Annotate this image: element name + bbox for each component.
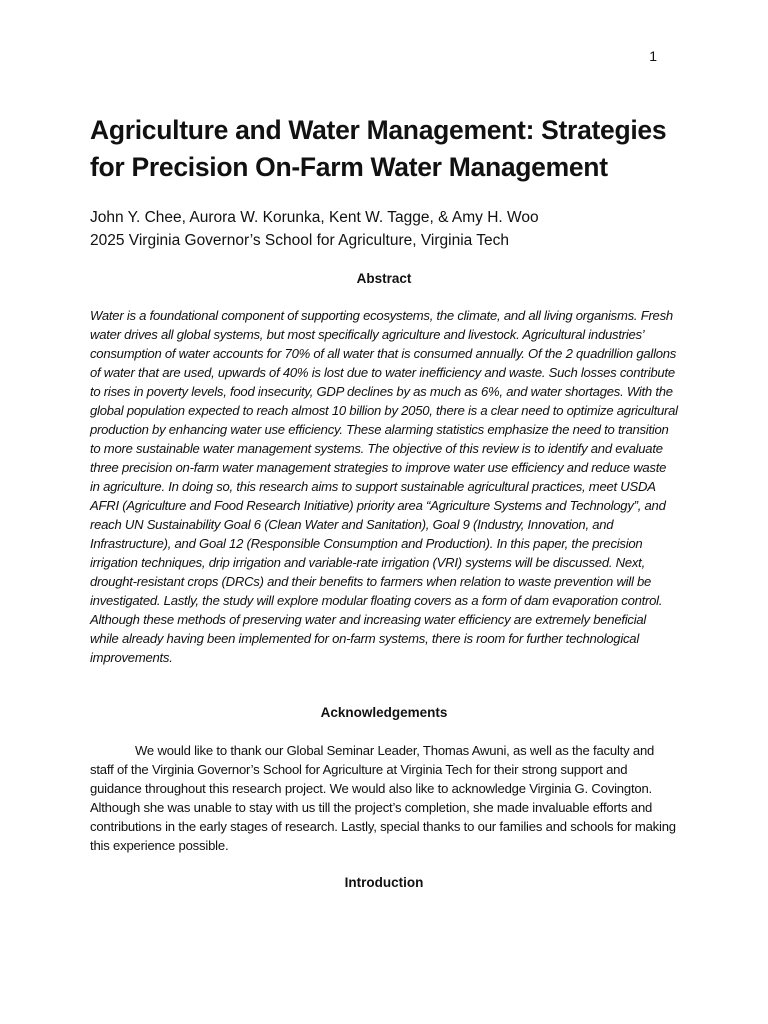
affiliation: 2025 Virginia Governor’s School for Agriculture, Virginia Tech <box>90 232 510 249</box>
abstract-text: Water is a foundational component of supporting ecosystems, the climate, and all living organisms. Fresh water drives all global systems, but most specifically agriculture and livestock. Agricultural industries’ consumption of water accounts for 70% of all water that is consumed annually. Of the 2 quadrillion gallons of water that are used, upwards of 40% is lost due to water inefficiency and waste. Such losses contribute to rises in poverty levels, food insecurity, GDP declines by as much as 6%, and water shortages. With the global population expected to reach almost 10 billion by 2050, there is a clear need to optimize agricultural production by enhancing water use efficiency. These alarming statistics emphasize the need to transition to more sustainable water management systems. The objective of this review is to identify and evaluate three precision on-farm water management strategies to improve water use efficiency and reduce waste in agriculture. In doing so, this research aims to support sustainable agricultural practices, meet USDA AFRI (Agriculture and Food Research Initiative) priority area “Agriculture Systems and Technology”, and reach UN Sustainability Goal 6 (Clean Water and Sanitation), Goal 9 (Industry, Innovation, and Infrastructure), and Goal 12 (Responsible Consumption and Production). In this paper, the precision irrigation techniques, drip irrigation and variable-rate irrigation (VRI) systems will be discussed. Next, drought-resistant crops (DRCs) and their benefits to farmers when relation to waste prevention will be investigated. Lastly, the study will explore modular floating covers as a form of dam evaporation control. Although these methods of preserving water and increasing water efficiency are extremely beneficial while already having been implemented for on-farm systems, there is room for further technological improvements. <box>90 308 678 665</box>
abstract-heading: Abstract <box>356 271 412 286</box>
acknowledgements-text: We would like to thank our Global Seminar Leader, Thomas Awuni, as well as the faculty and staff of the Virginia Governor’s School for Agriculture at Virginia Tech for their strong support and guidance throughout this research project. We would also like to acknowledge Virginia G. Covington. Although she was unable to stay with us till the project’s completion, she made invaluable efforts and contributions in the early stages of research. Lastly, special thanks to our families and schools for making this experience possible. <box>90 743 676 853</box>
page-number: 1 <box>649 48 657 64</box>
paper-title: Agriculture and Water Management: Strategies for Precision On-Farm Water Management <box>90 115 667 182</box>
author-block <box>90 206 690 252</box>
acknowledgements-heading: Acknowledgements <box>320 705 448 720</box>
introduction-heading: Introduction <box>344 875 424 890</box>
author-list: John Y. Chee, Aurora W. Korunka, Kent W. Tagge, & Amy H. Woo <box>90 209 539 226</box>
